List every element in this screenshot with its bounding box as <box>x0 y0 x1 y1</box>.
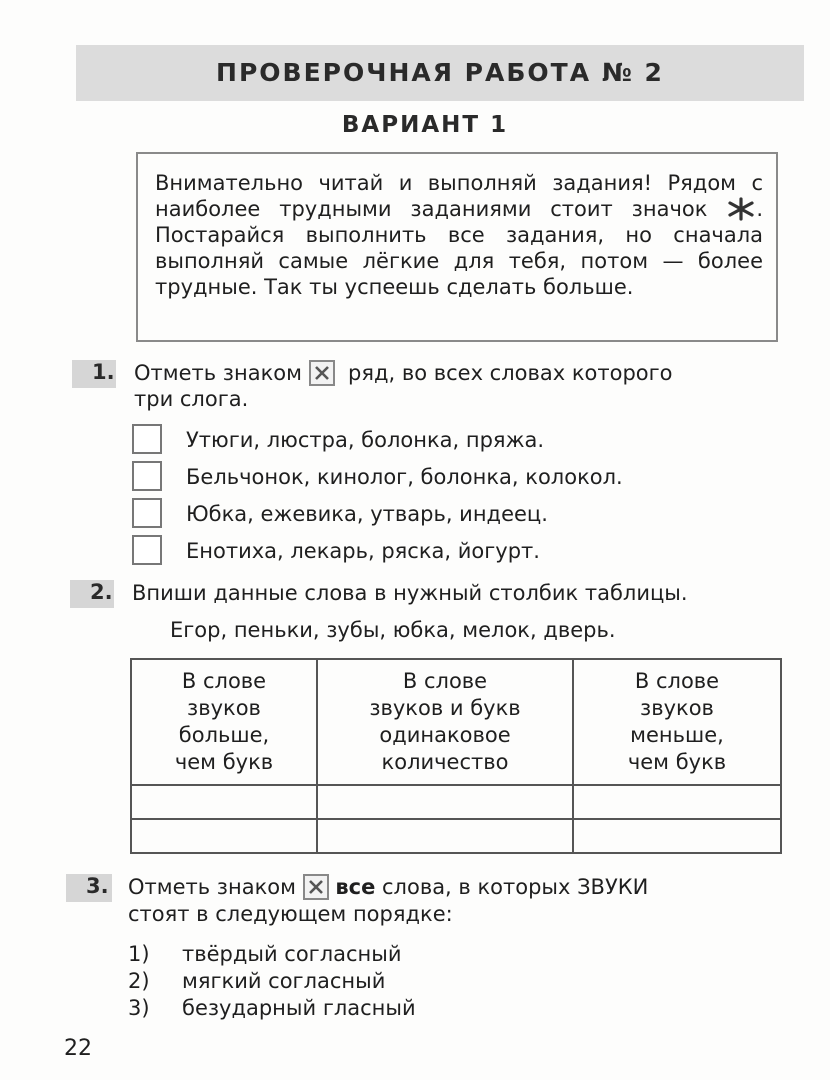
task3-number: 3. <box>86 874 109 898</box>
task3-text-before: Отметь знаком <box>128 875 296 899</box>
col1-line1: В слове <box>181 669 267 693</box>
col2-line4: количество <box>381 750 509 774</box>
option-4-checkbox[interactable] <box>132 535 162 565</box>
task2-text: Впиши данные слова в нужный столбик таблицы. <box>132 581 688 605</box>
col3-line1: В слове <box>634 669 720 693</box>
answer-cell[interactable] <box>573 819 781 853</box>
task1-text-line2: три слога. <box>134 387 249 411</box>
column-2-header <box>317 659 573 785</box>
task3-text-line2: стоят в следующем порядке: <box>128 902 453 926</box>
task2-words: Егор, пеньки, зубы, юбка, мелок, дверь. <box>170 618 616 642</box>
col1-line4: чем букв <box>174 750 274 774</box>
col2-line2: звуков и букв <box>369 696 521 720</box>
task3-bold-word: все <box>335 875 376 899</box>
table-row <box>131 785 781 819</box>
answer-cell[interactable] <box>317 819 573 853</box>
instructions-text <box>155 170 763 300</box>
col1-line2: звуков <box>187 696 261 720</box>
col1-line3: больше, <box>178 723 270 747</box>
col3-line3: меньше, <box>630 723 724 747</box>
x-mark-icon <box>309 360 335 386</box>
col3-line4: чем букв <box>627 750 727 774</box>
option-3-label: Юбка, ежевика, утварь, индеец. <box>186 502 548 526</box>
option-4-label: Енотиха, лекарь, ряска, йогурт. <box>186 539 540 563</box>
instructions-part-2: . Постарайся выполнить все задания, но сначала выполняй самые лёгкие для тебя, потом — более трудные. Так ты успеешь сделать больше. <box>155 197 763 299</box>
variant-heading: ВАРИАНТ 1 <box>341 112 509 138</box>
instructions-part-1: Внимательно читай и выполняй задания! Рядом с наиболее трудными заданиями стоит значок <box>155 171 763 221</box>
col2-line3: одинаковое <box>379 723 511 747</box>
list-item-number: 2) <box>128 969 150 993</box>
option-1-label: Утюги, люстра, болонка, пряжа. <box>186 428 545 452</box>
list-item-text: мягкий согласный <box>182 969 386 993</box>
option-2-checkbox[interactable] <box>132 461 162 491</box>
task1-text-after: ряд, во всех словах которого <box>348 361 673 385</box>
option-1-checkbox[interactable] <box>132 424 162 454</box>
table-row <box>131 819 781 853</box>
col2-line1: В слове <box>402 669 488 693</box>
answer-cell[interactable] <box>317 785 573 819</box>
star-icon <box>726 197 756 221</box>
option-3-checkbox[interactable] <box>132 498 162 528</box>
sort-table <box>130 658 782 854</box>
list-item-text: твёрдый согласный <box>182 942 402 966</box>
task3-text-after: слова, в которых ЗВУКИ <box>382 875 649 899</box>
column-1-header <box>131 659 317 785</box>
list-item <box>128 969 385 993</box>
task2-number: 2. <box>90 580 113 604</box>
list-item-number: 3) <box>128 996 150 1020</box>
task1-number: 1. <box>92 360 115 384</box>
option-2-label: Бельчонок, кинолог, болонка, колокол. <box>186 465 623 489</box>
list-item-number: 1) <box>128 942 150 966</box>
page-number: 22 <box>64 1036 92 1061</box>
column-3-header <box>573 659 781 785</box>
task1-text-before: Отметь знаком <box>134 361 302 385</box>
col3-line2: звуков <box>640 696 714 720</box>
answer-cell[interactable] <box>131 785 317 819</box>
list-item-text: безударный гласный <box>182 996 416 1020</box>
answer-cell[interactable] <box>573 785 781 819</box>
page-title: ПРОВЕРОЧНАЯ РАБОТА № 2 <box>216 58 664 87</box>
task3-text <box>128 874 788 900</box>
list-item <box>128 942 402 966</box>
x-mark-icon <box>303 874 329 900</box>
answer-cell[interactable] <box>131 819 317 853</box>
list-item <box>128 996 416 1020</box>
task1-text <box>134 360 784 386</box>
